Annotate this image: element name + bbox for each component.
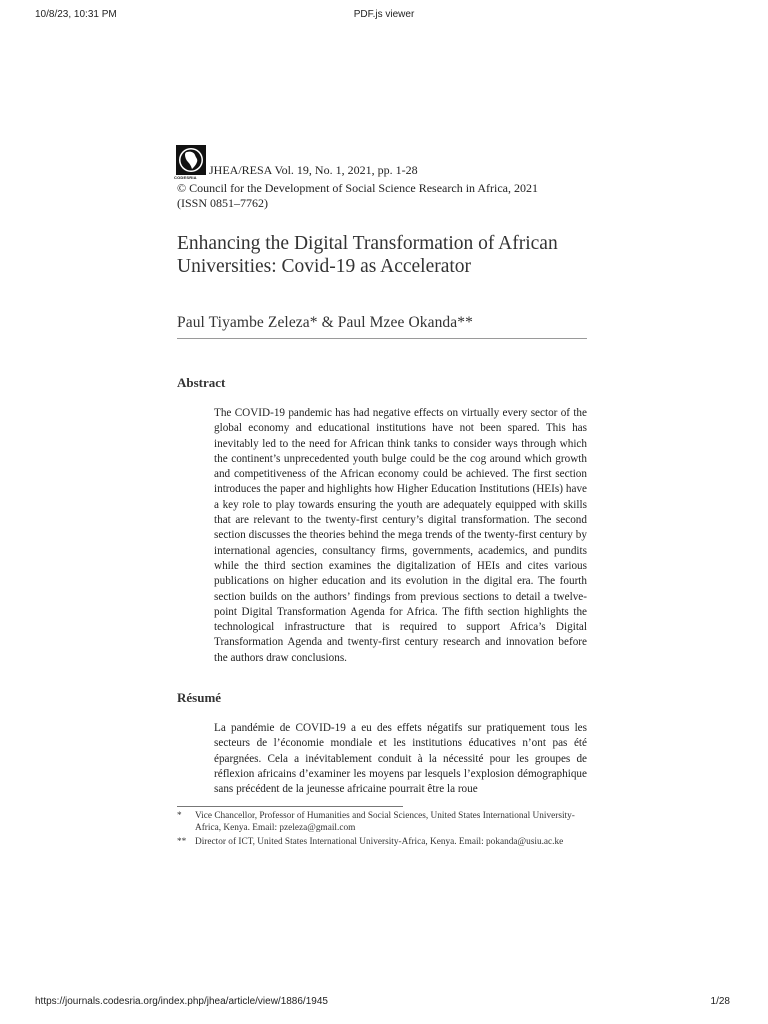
codesria-logo-icon — [176, 145, 206, 175]
resume-heading: Résumé — [177, 690, 222, 705]
title-line-2: Universities: Covid-19 as Accelerator — [177, 256, 472, 277]
title-divider — [177, 338, 587, 339]
footnote-text: Director of ICT, United States International University-Africa, Kenya. Email: pokanda@usiu.ac.ke — [195, 837, 564, 847]
resume-body: La pandémie de COVID-19 a eu des effets négatifs sur pratiquement tous les secteurs de l’économie mondiale et les institutions éducatives n’ont pas été épargnées. Cela a inévitablement conduit à la nécessité pour les groupes de réflexion africains d’examiner les moyens par lesquels l’explosion démographique sans précédent de la jeunesse africaine pourrait être la roue — [214, 722, 587, 796]
abstract-body: The COVID-19 pandemic has had negative effects on virtually every sector of the global economy and educational institutions have not been spared. This has inevitably led to the need for African think tanks to consider ways through which the continent’s unprecedented youth bulge could be the cog around which growth and competitiveness of the African economy could be achieved. The first section introduces the paper and highlights how Higher Education Institutions (HEIs) have a key role to play towards ensuring the youth are adequately equipped with skills that are relevant to the twenty-first century’s digital transformation. The second section discusses the theories behind the mega trends of the twenty-first century by international agencies, consultancy firms, governments, academics, and pundits while the third section examines the digitalization of HEIs and cites various publications on higher education and its evolution in the digital era. The fourth section builds on the authors’ findings from previous sections to detail a twelve-point Digital Transformation Agenda for Africa. The fifth section highlights the technological infrastructure that is required to support Africa’s Digital Transformation Agenda and twenty-first century research and innovation before the authors draw conclusions. — [214, 407, 587, 664]
footnote-mark: * — [177, 811, 182, 821]
page-indicator: 1/28 — [710, 996, 730, 1007]
title-line-1: Enhancing the Digital Transformation of African — [177, 233, 558, 254]
article-authors: Paul Tiyambe Zeleza* & Paul Mzee Okanda** — [177, 314, 473, 331]
footnote-mark: ** — [177, 837, 187, 847]
abstract-heading: Abstract — [177, 375, 226, 390]
print-datetime: 10/8/23, 10:31 PM — [35, 9, 117, 20]
article-title — [177, 232, 597, 278]
issn-line: (ISSN 0851–7762) — [177, 196, 269, 210]
copyright-line: © Council for the Development of Social Science Research in Africa, 2021 — [177, 181, 539, 195]
window-title: PDF.js viewer — [353, 9, 415, 20]
footnote-divider — [177, 806, 403, 807]
footnote-text: Vice Chancellor, Professor of Humanities and Social Sciences, United States International University-Africa, Kenya. Email: pzeleza@gmail.com — [195, 811, 575, 833]
journal-citation: JHEA/RESA Vol. 19, No. 1, 2021, pp. 1-28 — [209, 163, 418, 177]
page-url: https://journals.codesria.org/index.php/jhea/article/view/1886/1945 — [35, 996, 328, 1007]
logo-text: CODESRIA — [174, 175, 197, 180]
